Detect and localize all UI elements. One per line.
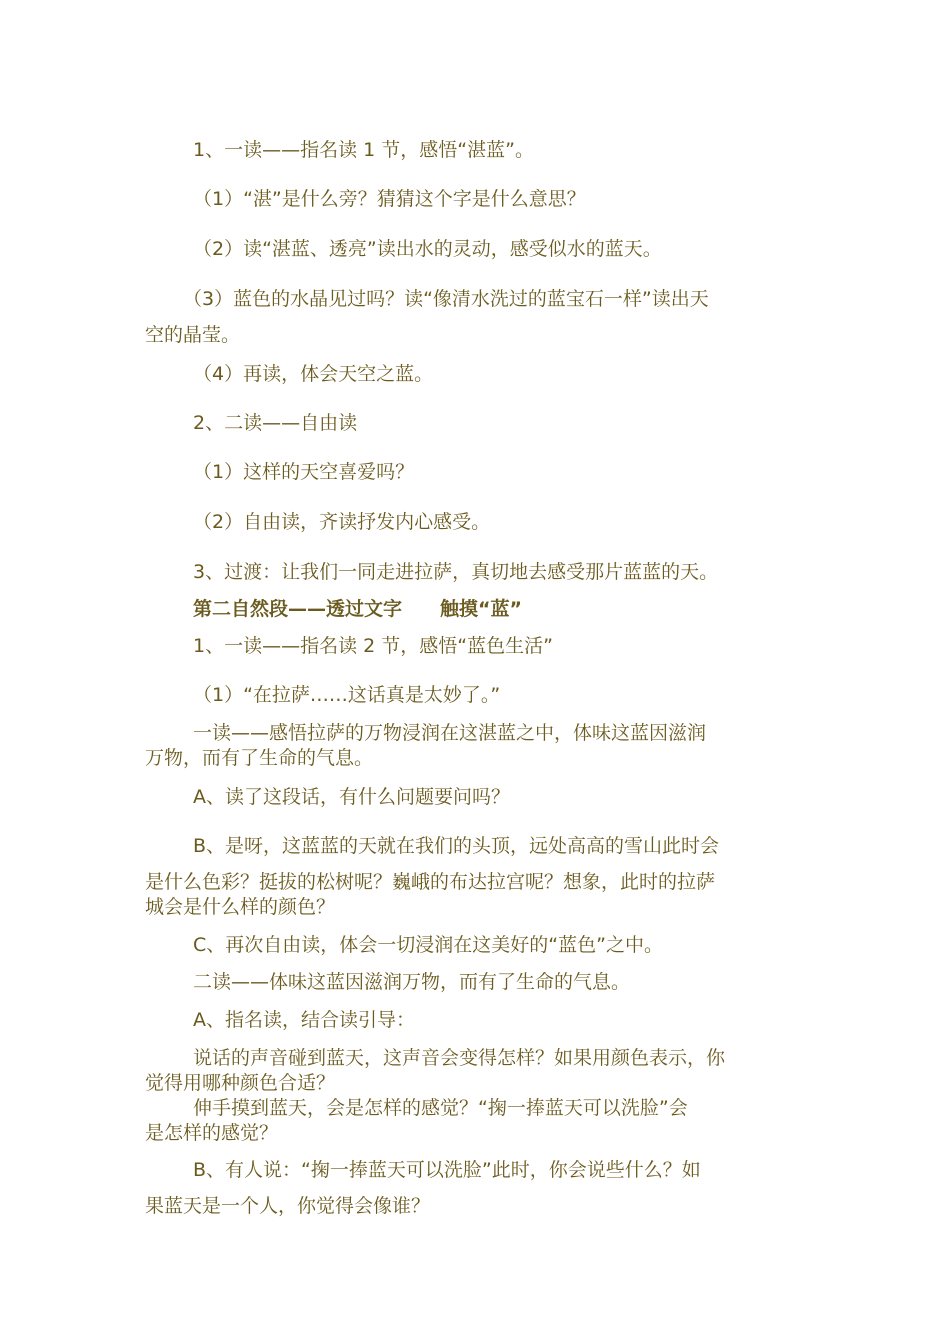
section-heading: 第二自然段——透过文字 触摸“蓝” — [193, 598, 522, 620]
text-line: B、是呀，这蓝蓝的天就在我们的头顶，远处高高的雪山此时会 — [193, 835, 720, 857]
text-line: 伸手摸到蓝天，会是怎样的感觉？“掬一捧蓝天可以洗脸”会 — [193, 1097, 688, 1119]
text-line: A、指名读，结合读引导： — [193, 1009, 415, 1031]
text-line: B、有人说：“掬一捧蓝天可以洗脸”此时，你会说些什么？如 — [193, 1159, 701, 1181]
text-line: 是怎样的感觉？ — [145, 1122, 279, 1144]
text-line: （4）再读，体会天空之蓝。 — [193, 363, 434, 385]
text-line: （1）“湛”是什么旁？猜猜这个字是什么意思？ — [193, 188, 586, 210]
text-line: 一读——感悟拉萨的万物浸润在这湛蓝之中，体味这蓝因滋润 — [193, 722, 707, 744]
text-line: 2、二读——自由读 — [193, 412, 358, 434]
text-line: 二读——体味这蓝因滋润万物，而有了生命的气息。 — [193, 971, 631, 993]
text-line: 万物，而有了生命的气息。 — [145, 747, 374, 769]
text-line: A、读了这段话，有什么问题要问吗？ — [193, 786, 510, 808]
text-line: （1）“在拉萨……这话真是太妙了。” — [193, 684, 501, 706]
text-line: 1、一读——指名读 2 节，感悟“蓝色生活” — [193, 635, 553, 657]
text-line: 说话的声音碰到蓝天，这声音会变得怎样？如果用颜色表示，你 — [193, 1047, 726, 1069]
text-line: 3、过渡：让我们一同走进拉萨，真切地去感受那片蓝蓝的天。 — [193, 561, 719, 583]
text-line: （2）读“湛蓝、透亮”读出水的灵动，感受似水的蓝天。 — [193, 238, 662, 260]
text-line: C、再次自由读，体会一切浸润在这美好的“蓝色”之中。 — [193, 934, 663, 956]
text-line: （2）自由读，齐读抒发内心感受。 — [193, 511, 491, 533]
text-line: 果蓝天是一个人，你觉得会像谁？ — [145, 1195, 431, 1217]
text-line: （3）蓝色的水晶见过吗？读“像清水洗过的蓝宝石一样”读出天 — [183, 288, 709, 310]
text-line: 城会是什么样的颜色？ — [145, 896, 336, 918]
text-line: （1）这样的天空喜爱吗？ — [193, 461, 415, 483]
text-line: 觉得用哪种颜色合适？ — [145, 1072, 336, 1094]
text-line: 空的晶莹。 — [145, 324, 241, 346]
text-line: 1、一读——指名读 1 节，感悟“湛蓝”。 — [193, 139, 534, 161]
text-line: 是什么色彩？挺拔的松树呢？巍峨的布达拉宫呢？想象，此时的拉萨 — [145, 871, 716, 893]
